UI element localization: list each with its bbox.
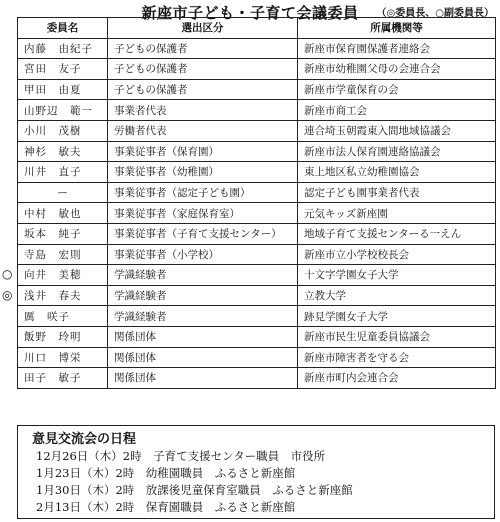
page-title: 新座市子ども・子育て会議委員 xyxy=(141,4,359,22)
member-org: 立教大学 xyxy=(298,285,496,306)
member-org: 連合埼玉朝霞東入間地域協議会 xyxy=(298,120,496,141)
member-name: 向井 美穂 xyxy=(18,265,108,286)
member-category: 事業者代表 xyxy=(108,100,298,121)
header-category: 選出区分 xyxy=(108,18,298,39)
member-category: 学識経験者 xyxy=(108,306,298,327)
member-name: 厲 咲子 xyxy=(18,306,108,327)
member-org: 新座市商工会 xyxy=(298,100,496,121)
member-name: 田子 敏子 xyxy=(18,368,108,389)
table-row xyxy=(18,347,496,368)
member-name: 川井 直子 xyxy=(18,162,108,183)
member-category: 関係団体 xyxy=(108,326,298,347)
schedule-item: 12月26日（木）2時 子育て支援センター職員 市役所 xyxy=(36,449,326,463)
table-row xyxy=(18,306,496,327)
member-category: 子どもの保護者 xyxy=(108,59,298,80)
table-row xyxy=(18,162,496,183)
schedule-item: 2月13日（木）2時 保育園職員 ふるさと新座館 xyxy=(36,500,296,514)
member-name: 浅井 春夫 xyxy=(18,285,108,306)
member-category: 関係団体 xyxy=(108,368,298,389)
table-row xyxy=(18,38,496,59)
member-name: 飯野 玲明 xyxy=(18,326,108,347)
member-org: 新座市幼稚園父母の会連合会 xyxy=(298,59,496,80)
table-row xyxy=(18,79,496,100)
member-category: 事業従事者（家庭保育室） xyxy=(108,203,298,224)
schedule-item: 1月30日（木）2時 放課後児童保育室職員 ふるさと新座館 xyxy=(36,483,353,497)
member-org: 新座市町内会連合会 xyxy=(298,368,496,389)
member-category: 子どもの保護者 xyxy=(108,38,298,59)
member-name: 山野辺 範一 xyxy=(18,100,108,121)
member-name: 寺島 宏則 xyxy=(18,244,108,265)
table-row xyxy=(18,265,496,286)
member-role-mark: ○ xyxy=(2,267,13,282)
member-name: 神杉 敏夫 xyxy=(18,141,108,162)
table-row xyxy=(18,285,496,306)
schedule-title: 意見交流会の日程 xyxy=(32,432,137,447)
member-org: 東上地区私立幼稚園協会 xyxy=(298,162,496,183)
table-row xyxy=(18,182,496,203)
member-org: 新座市障害者を守る会 xyxy=(298,347,496,368)
schedule-item: 1月23日（木）2時 幼稚園職員 ふるさと新座館 xyxy=(36,466,296,480)
table-row xyxy=(18,100,496,121)
header-org: 所属機関等 xyxy=(298,18,496,39)
member-org: 新座市民生児童委員協議会 xyxy=(298,326,496,347)
member-category: 労働者代表 xyxy=(108,120,298,141)
table-row xyxy=(18,223,496,244)
table-row xyxy=(18,120,496,141)
table-row xyxy=(18,141,496,162)
member-org: 認定子ども園事業者代表 xyxy=(298,182,496,203)
member-name: 内藤 由紀子 xyxy=(18,38,108,59)
member-category: 子どもの保護者 xyxy=(108,79,298,100)
member-org: 新座市立小学校校長会 xyxy=(298,244,496,265)
member-category: 事業従事者（子育て支援センター） xyxy=(108,223,298,244)
member-name: 小川 茂樹 xyxy=(18,120,108,141)
member-org: 新座市学童保育の会 xyxy=(298,79,496,100)
member-category: 事業従事者（認定子ども園） xyxy=(108,182,298,203)
member-org: 元気キッズ新座園 xyxy=(298,203,496,224)
members-table xyxy=(17,17,496,389)
table-row xyxy=(18,326,496,347)
member-name: 川口 博栄 xyxy=(18,347,108,368)
table-row xyxy=(18,244,496,265)
member-name: 中村 敏也 xyxy=(18,203,108,224)
member-category: 事業従事者（保育園） xyxy=(108,141,298,162)
table-row xyxy=(18,203,496,224)
header-name: 委員名 xyxy=(18,18,108,39)
legend-note: （◎委員長、○副委員長） xyxy=(376,8,494,19)
member-category: 関係団体 xyxy=(108,347,298,368)
member-name: 坂本 純子 xyxy=(18,223,108,244)
member-name: 宮田 友子 xyxy=(18,59,108,80)
member-org: 新座市法人保育園連絡協議会 xyxy=(298,141,496,162)
member-category: 学識経験者 xyxy=(108,285,298,306)
member-category: 学識経験者 xyxy=(108,265,298,286)
table-row xyxy=(18,368,496,389)
member-name: ー xyxy=(18,182,108,203)
member-category: 事業従事者（小学校） xyxy=(108,244,298,265)
member-role-mark: ◎ xyxy=(2,287,13,302)
table-row xyxy=(18,59,496,80)
table-header-row xyxy=(18,18,496,39)
schedule-box xyxy=(17,425,495,519)
member-name: 甲田 由夏 xyxy=(18,79,108,100)
member-org: 跡見学園女子大学 xyxy=(298,306,496,327)
member-org: 地域子育て支援センターる一えん xyxy=(298,223,496,244)
member-category: 事業従事者（幼稚園） xyxy=(108,162,298,183)
member-org: 新座市保育園保護者連絡会 xyxy=(298,38,496,59)
member-org: 十文字学園女子大学 xyxy=(298,265,496,286)
